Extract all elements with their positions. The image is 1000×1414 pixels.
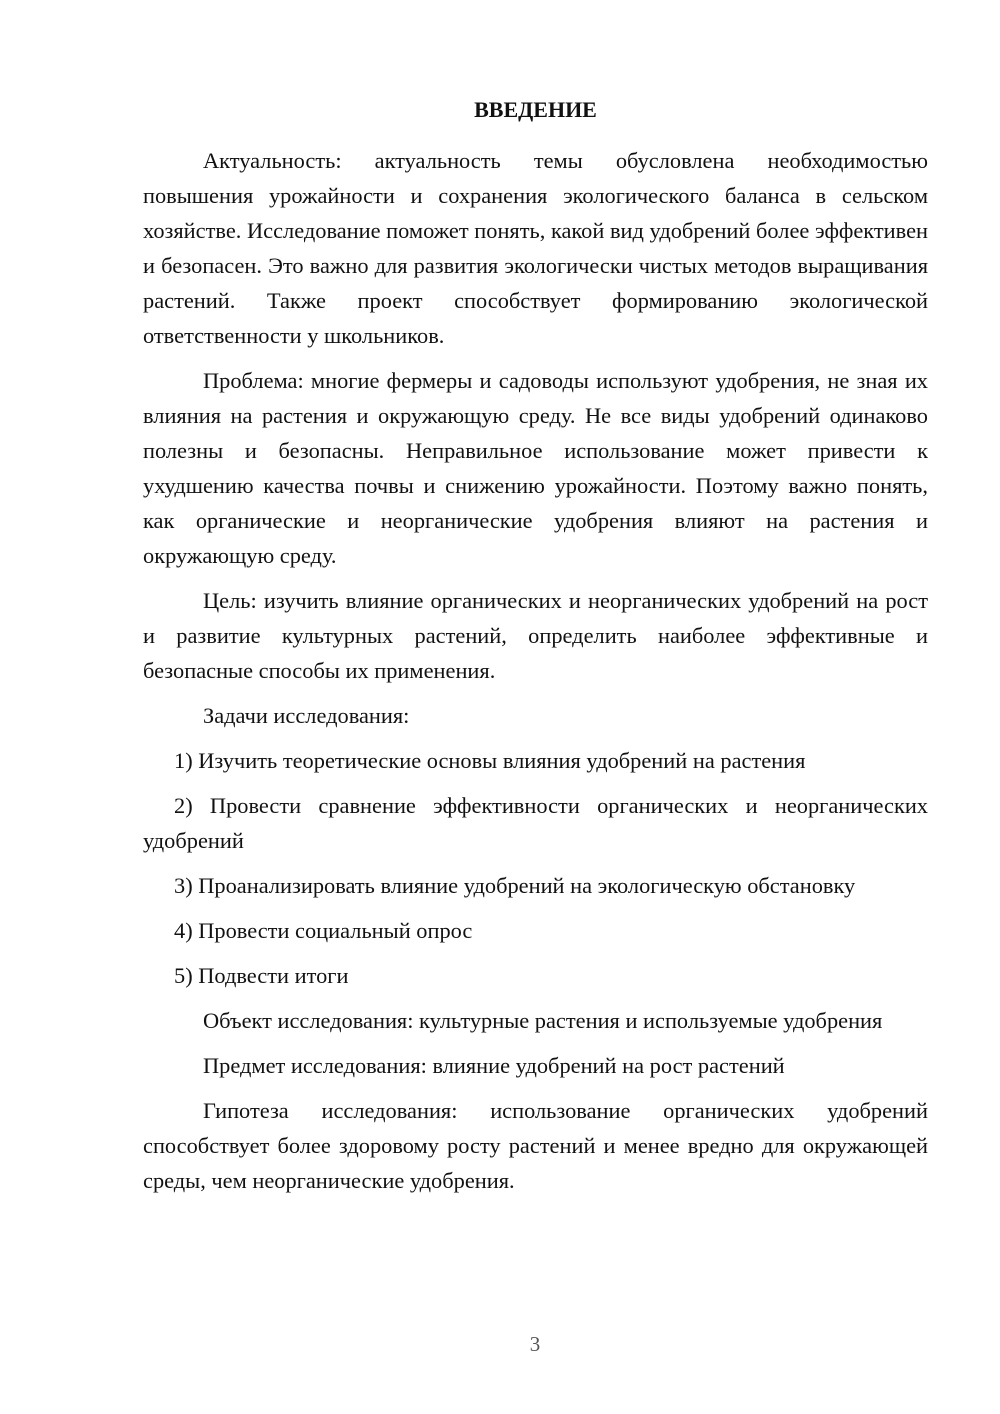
object-paragraph: Объект исследования: культурные растения и используемые удобрения — [203, 1008, 883, 1033]
problem-paragraph: Проблема: многие фермеры и садоводы используют удобрения, не зная их влияния на растения и окружающую среду. Не все виды удобрений одинаково полезны и безопасны. Неправильное использование может привести к ухудшению качества почвы и снижению урожайности. Поэтому важно понять, как органические и неорганические удобрения влияют на растения и окружающую среду. — [143, 368, 928, 568]
subject-paragraph: Предмет исследования: влияние удобрений на рост растений — [203, 1053, 785, 1078]
relevance-paragraph: Актуальность: актуальность темы обусловлена необходимостью повышения урожайности и сохранения экологического баланса в сельском хозяйстве. Исследование поможет понять, какой вид удобрений более эффективен и безопасен. Это важно для развития экологически чистых методов выращивания растений. Также проект способствует формированию экологической ответственности у школьников. — [143, 148, 928, 348]
task-item-4: 4) Провести социальный опрос — [174, 918, 473, 943]
page-number: 3 — [529, 1332, 541, 1356]
task-item-5: 5) Подвести итоги — [174, 963, 349, 988]
task-item-2: 2) Провести сравнение эффективности органических и неорганических удобрений — [143, 793, 928, 853]
hypothesis-paragraph: Гипотеза исследования: использование органических удобрений способствует более здоровому росту растений и менее вредно для окружающей среды, чем неорганические удобрения. — [143, 1098, 928, 1193]
page-title: ВВЕДЕНИЕ — [474, 97, 597, 122]
tasks-heading: Задачи исследования: — [203, 703, 410, 728]
task-item-1: 1) Изучить теоретические основы влияния удобрений на растения — [174, 748, 806, 773]
task-item-3: 3) Проанализировать влияние удобрений на экологическую обстановку — [174, 873, 856, 898]
goal-paragraph: Цель: изучить влияние органических и неорганических удобрений на рост и развитие культурных растений, определить наиболее эффективные и безопасные способы их применения. — [143, 588, 928, 683]
document-body — [143, 92, 928, 1208]
